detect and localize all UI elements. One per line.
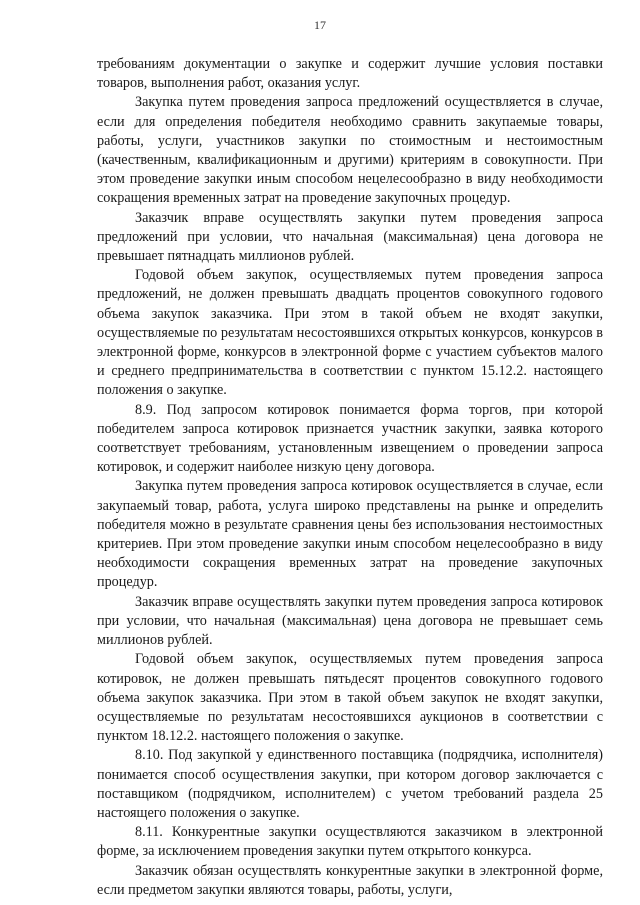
paragraph-section-8-9: 8.9. Под запросом котировок понимается форма торгов, при которой победителем запроса котировок признается участник закупки, заявка которого соответствует требованиям, установленным извещением о проведении запроса котировок, и содержит наиболее низкую цену договора. bbox=[97, 401, 603, 476]
paragraph-section-8-10: 8.10. Под закупкой у единственного поставщика (подрядчика, исполнителя) понимается способ осуществления закупки, при котором договор заключается с поставщиком (подрядчиком, исполнителем) с учетом требований раздела 25 настоящего положения о закупке. bbox=[97, 747, 603, 821]
page-number: 17 bbox=[314, 18, 326, 32]
paragraph-proposals-price-limit: Заказчик вправе осуществлять закупки путем проведения запроса предложений при условии, что начальная (максимальная) цена договора не превышает пятнадцать миллионов рублей. bbox=[97, 209, 603, 265]
paragraph-continuation: требованиям документации о закупке и содержит лучшие условия поставки товаров, выполнения работ, оказания услуг. bbox=[97, 56, 603, 92]
paragraph-section-8-11: 8.11. Конкурентные закупки осуществляются заказчиком в электронной форме, за исключением проведения закупки путем открытого конкурса. bbox=[97, 824, 603, 860]
paragraph-electronic-form-obligation: Заказчик обязан осуществлять конкурентные закупки в электронной форме, если предметом закупки являются товары, работы, услуги, bbox=[97, 862, 603, 898]
paragraph-quotations-annual-volume: Годовой объем закупок, осуществляемых путем проведения запроса котировок, не должен превышать пятьдесят процентов совокупного годового объема закупок заказчика. При этом в такой объем закупок не входят закупки, осуществляемые по результатам несостоявшихся аукционов в соответствии с пунктом 18.12.2. настоящего положения о закупке. bbox=[97, 651, 603, 745]
paragraph-request-proposals: Закупка путем проведения запроса предложений осуществляется в случае, если для определения победителя необходимо сравнить закупаемые товары, работы, услуги, участников закупки по стоимостным и нестоимостным (качественным, квалификационным и другими) критериям в совокупности. При этом проведение закупки иным способом нецелесообразно в виду необходимости сокращения временных затрат на проведение закупочных процедур. bbox=[97, 94, 603, 207]
paragraph-request-quotations: Закупка путем проведения запроса котировок осуществляется в случае, если закупаемый товар, работа, услуга широко представлены на рынке и определить победителя можно в результате сравнения цены без использования нестоимостных критериев. При этом проведение закупки иным способом нецелесообразно в виду необходимости сокращения временных затрат на проведение закупочных процедур. bbox=[97, 478, 603, 591]
paragraph-proposals-annual-volume: Годовой объем закупок, осуществляемых путем проведения запроса предложений, не должен превышать двадцать процентов совокупного годового объема закупок заказчика. При этом в такой объем не входят закупки, осуществляемые по результатам несостоявшихся открытых конкурсов, конкурсов в электронной форме, конкурсов в электронной форме с участием субъектов малого и среднего предпринимательства в соответствии с пунктом 15.12.2. настоящего положения о закупке. bbox=[97, 267, 603, 399]
document-body bbox=[97, 55, 603, 900]
paragraph-quotations-price-limit: Заказчик вправе осуществлять закупки путем проведения запроса котировок при условии, что начальная (максимальная) цена договора не превышает семь миллионов рублей. bbox=[97, 593, 603, 649]
